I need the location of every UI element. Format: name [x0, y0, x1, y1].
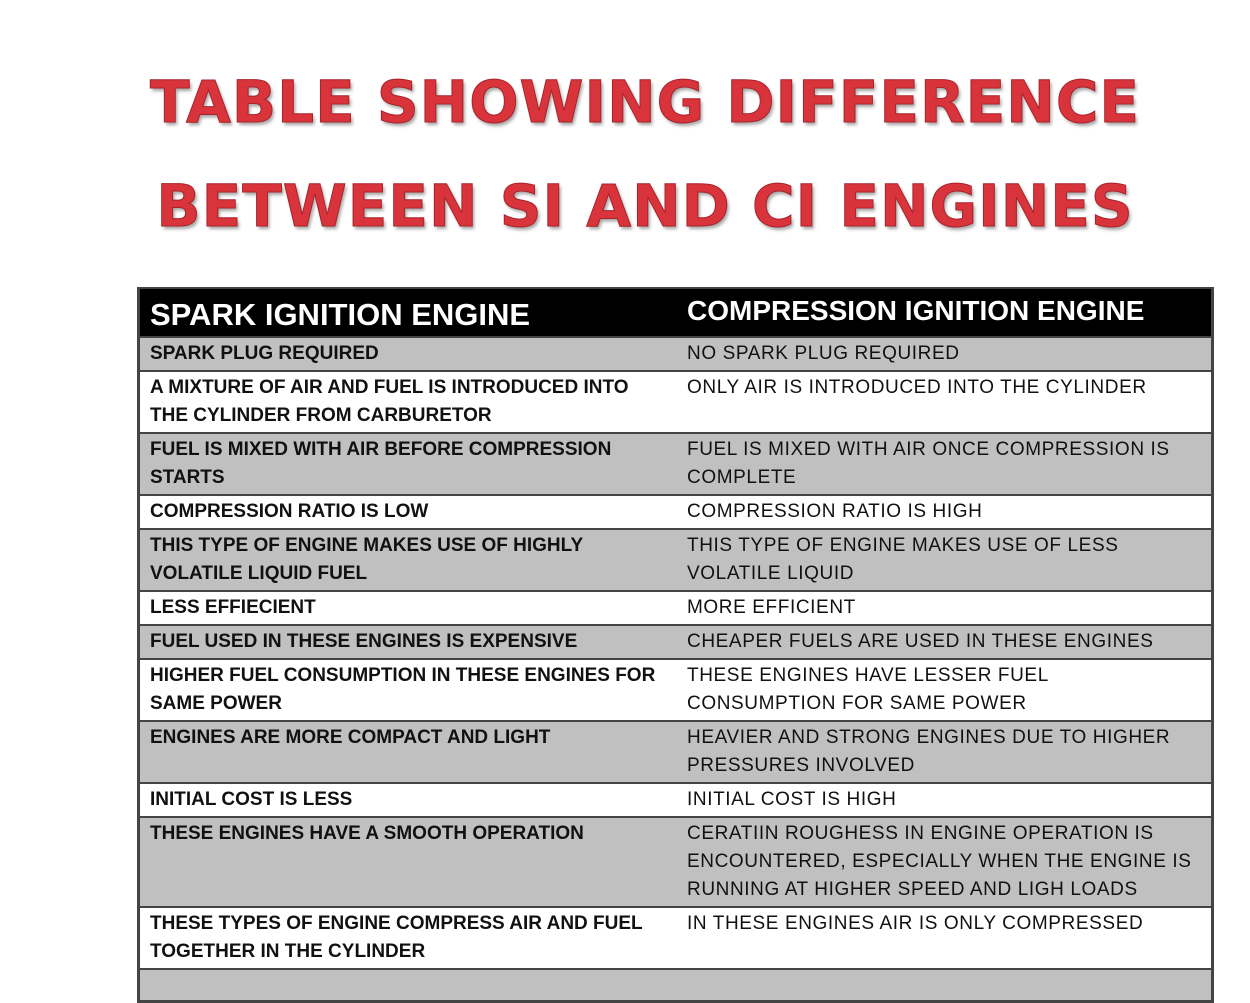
table-row	[140, 722, 1211, 784]
ci-cell: IN THESE ENGINES AIR IS ONLY COMPRESSED	[687, 913, 1144, 934]
table-row	[140, 592, 1211, 626]
si-cell: INITIAL COST IS LESS	[150, 789, 353, 810]
si-cell: ENGINES ARE MORE COMPACT AND LIGHT	[150, 727, 551, 748]
table-row	[140, 372, 1211, 434]
ci-cell: HEAVIER AND STRONG ENGINES DUE TO HIGHER PRESSURES INVOLVED	[687, 727, 1171, 776]
table-row-empty	[140, 970, 1211, 1000]
ci-cell: COMPRESSION RATIO IS HIGH	[687, 501, 983, 522]
ci-cell: MORE EFFICIENT	[687, 597, 856, 618]
si-cell: THIS TYPE OF ENGINE MAKES USE OF HIGHLY VOLATILE LIQUID FUEL	[150, 535, 583, 584]
si-cell: THESE ENGINES HAVE A SMOOTH OPERATION	[150, 823, 584, 844]
ci-cell: CERATIIN ROUGHESS IN ENGINE OPERATION IS ENCOUNTERED, ESPECIALLY WHEN THE ENGINE IS RUNNING AT HIGHER SPEED AND LIGH LOADS	[687, 823, 1192, 900]
ci-cell: THIS TYPE OF ENGINE MAKES USE OF LESS VOLATILE LIQUID	[687, 535, 1119, 584]
page-title-line-1: TABLE SHOWING DIFFERENCE	[149, 68, 1141, 136]
header-spark-ignition: SPARK IGNITION ENGINE	[150, 297, 531, 332]
ci-cell: INITIAL COST IS HIGH	[687, 789, 897, 810]
si-cell: COMPRESSION RATIO IS LOW	[150, 501, 429, 522]
si-cell: A MIXTURE OF AIR AND FUEL IS INTRODUCED INTO THE CYLINDER FROM CARBURETOR	[150, 377, 629, 426]
si-cell: THESE TYPES OF ENGINE COMPRESS AIR AND FUEL TOGETHER IN THE CYLINDER	[150, 913, 643, 962]
page-title-line-2: BETWEEN SI AND CI ENGINES	[156, 172, 1134, 240]
table-row	[140, 626, 1211, 660]
header-compression-ignition: COMPRESSION IGNITION ENGINE	[687, 295, 1145, 326]
table-row	[140, 496, 1211, 530]
si-cell: SPARK PLUG REQUIRED	[150, 343, 379, 364]
ci-cell: ONLY AIR IS INTRODUCED INTO THE CYLINDER	[687, 377, 1147, 398]
ci-cell: FUEL IS MIXED WITH AIR ONCE COMPRESSION IS COMPLETE	[687, 439, 1170, 488]
si-cell: HIGHER FUEL CONSUMPTION IN THESE ENGINES FOR SAME POWER	[150, 665, 656, 714]
table-row	[140, 784, 1211, 818]
table-header-row	[140, 289, 1211, 338]
ci-cell: CHEAPER FUELS ARE USED IN THESE ENGINES	[687, 631, 1154, 652]
table-row	[140, 530, 1211, 592]
table-row	[140, 338, 1211, 372]
ci-cell: NO SPARK PLUG REQUIRED	[687, 343, 960, 364]
si-cell: FUEL IS MIXED WITH AIR BEFORE COMPRESSION STARTS	[150, 439, 612, 488]
table-row	[140, 818, 1211, 908]
ci-cell: THESE ENGINES HAVE LESSER FUEL CONSUMPTION FOR SAME POWER	[687, 665, 1049, 714]
table-row	[140, 434, 1211, 496]
si-cell: LESS EFFIECIENT	[150, 597, 316, 618]
si-cell: FUEL USED IN THESE ENGINES IS EXPENSIVE	[150, 631, 578, 652]
table-row	[140, 660, 1211, 722]
table-row	[140, 908, 1211, 970]
comparison-table	[137, 287, 1214, 1003]
